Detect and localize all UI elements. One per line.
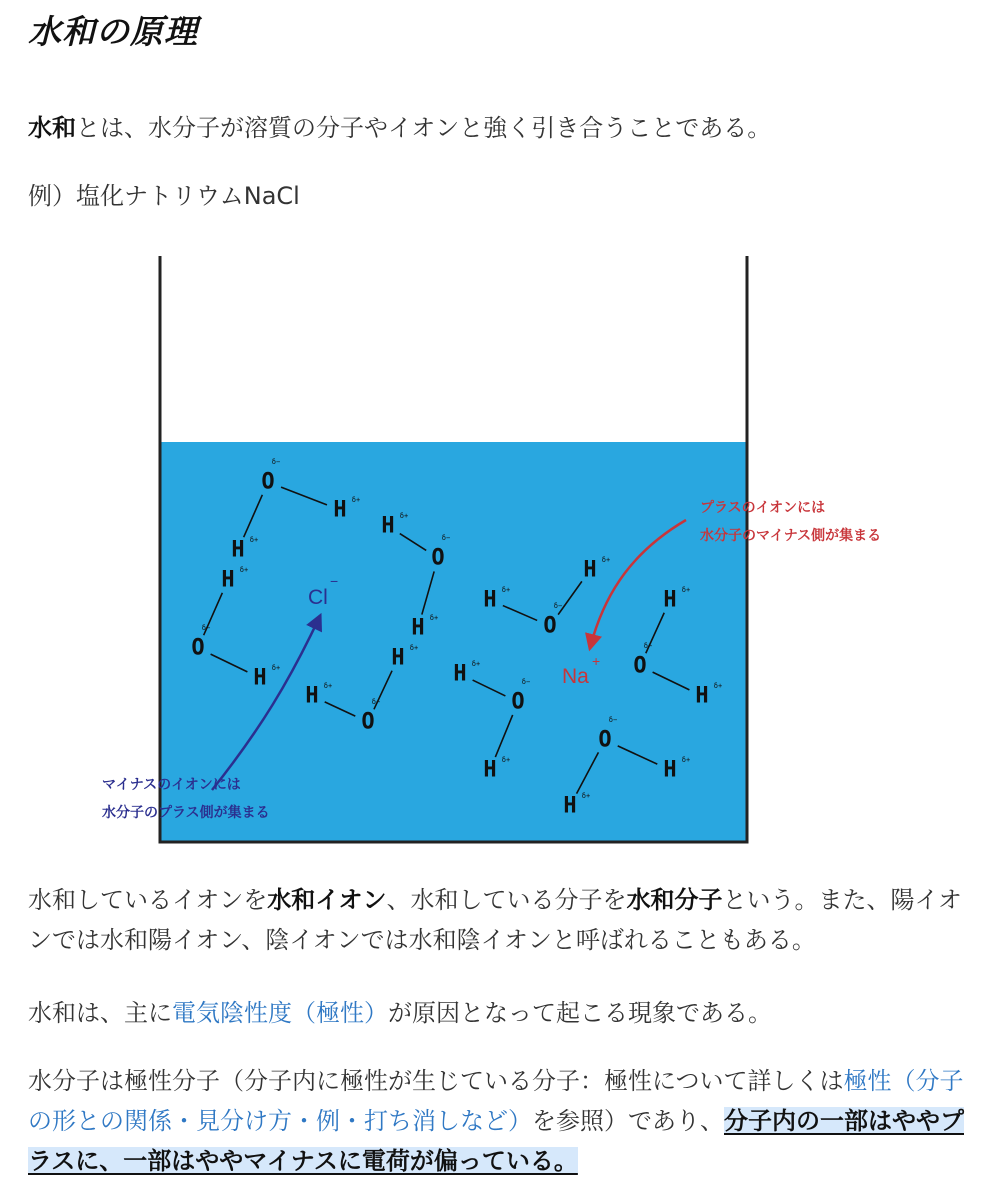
para2-text-2: が原因となって起こる現象である。 [388, 999, 772, 1027]
plus-ion-label-line2: 水分子のマイナス側が集まる [700, 527, 882, 543]
hydrogen-atom: H [483, 757, 497, 783]
delta-plus-label: δ+ [681, 756, 691, 764]
plus-ion-label-line1: プラスのイオンには [700, 499, 826, 515]
oxygen-atom: O [191, 635, 205, 661]
hydrogen-atom: H [411, 615, 425, 641]
para2-text-1: 水和は、主に [28, 999, 172, 1027]
na-charge: + [592, 653, 601, 669]
oxygen-atom: O [361, 709, 375, 735]
intro-term: 水和 [28, 114, 76, 142]
delta-plus-label: δ+ [713, 682, 723, 690]
delta-minus-label: δ− [643, 642, 653, 650]
cause-paragraph [28, 993, 973, 1033]
delta-minus-label: δ− [521, 678, 531, 686]
example-line: 例）塩化ナトリウムNaCl [28, 182, 300, 210]
delta-plus-label: δ+ [429, 614, 439, 622]
hydration-diagram [102, 250, 882, 850]
hydrogen-atom: H [253, 665, 267, 691]
para1-text-2: 、水和している分子を [386, 886, 627, 914]
hydrogen-atom: H [453, 661, 467, 687]
hydrogen-atom: H [583, 557, 597, 583]
delta-minus-label: δ− [371, 698, 381, 706]
para1-text-1: 水和しているイオンを [28, 886, 268, 914]
hydrogen-atom: H [695, 683, 709, 709]
delta-plus-label: δ+ [239, 566, 249, 574]
cl-ion: Cl [308, 586, 328, 609]
delta-plus-label: δ+ [323, 682, 333, 690]
intro-paragraph [28, 108, 973, 148]
delta-plus-label: δ+ [601, 556, 611, 564]
hydration-ion-term: 水和イオン [267, 886, 387, 914]
delta-plus-label: δ+ [501, 756, 511, 764]
para3-text-2: を参照）であり、 [532, 1107, 724, 1135]
hydrogen-atom: H [483, 587, 497, 613]
delta-plus-label: δ+ [399, 512, 409, 520]
delta-plus-label: δ+ [271, 664, 281, 672]
intro-text: とは、水分子が溶質の分子やイオンと強く引き合うことである。 [76, 114, 772, 142]
hydrogen-atom: H [563, 793, 577, 819]
delta-plus-label: δ+ [249, 536, 259, 544]
delta-minus-label: δ− [441, 534, 451, 542]
oxygen-atom: O [511, 689, 525, 715]
electronegativity-link[interactable]: 電気陰性度（極性） [172, 999, 388, 1027]
polarity-paragraph [28, 1061, 973, 1181]
oxygen-atom: O [261, 469, 275, 495]
delta-plus-label: δ+ [409, 644, 419, 652]
delta-plus-label: δ+ [351, 496, 361, 504]
oxygen-atom: O [598, 727, 612, 753]
cl-charge: − [330, 573, 339, 589]
delta-plus-label: δ+ [471, 660, 481, 668]
oxygen-atom: O [431, 545, 445, 571]
hydrogen-atom: H [231, 537, 245, 563]
hydrogen-atom: H [305, 683, 319, 709]
hydrogen-atom: H [663, 587, 677, 613]
hydration-ion-paragraph [28, 880, 973, 960]
water-body [160, 442, 747, 842]
delta-minus-label: δ− [271, 458, 281, 466]
hydrogen-atom: H [391, 645, 405, 671]
polarity-link[interactable]: 極性（分子の形との関係・見分け方・例・打ち消しなど） [28, 1067, 964, 1135]
minus-ion-label-line2: 水分子のプラス側が集まる [102, 804, 270, 820]
hydrogen-atom: H [663, 757, 677, 783]
page-title: 水和の原理 [28, 12, 198, 51]
oxygen-atom: O [543, 613, 557, 639]
delta-minus-label: δ− [608, 716, 618, 724]
minus-ion-label-line1: マイナスのイオンには [102, 776, 241, 792]
delta-plus-label: δ+ [581, 792, 591, 800]
hydrogen-atom: H [333, 497, 347, 523]
oxygen-atom: O [633, 653, 647, 679]
delta-plus-label: δ+ [501, 586, 511, 594]
delta-plus-label: δ+ [681, 586, 691, 594]
para1-text-3: という。また、陽イオンでは水和陽イオン、陰イオンでは水和陰イオンと呼ばれることもある。 [28, 886, 962, 954]
delta-minus-label: δ− [553, 602, 563, 610]
hydrogen-atom: H [381, 513, 395, 539]
hydration-molecule-term: 水和分子 [626, 886, 723, 914]
delta-minus-label: δ− [201, 624, 211, 632]
hydrogen-atom: H [221, 567, 235, 593]
highlighted-sentence: 分子内の一部はややプラスに、一部はややマイナスに電荷が偏っている。 [28, 1107, 964, 1175]
para3-text-1: 水分子は極性分子（分子内に極性が生じている分子：極性について詳しくは [28, 1067, 844, 1095]
na-ion: Na [562, 665, 589, 688]
